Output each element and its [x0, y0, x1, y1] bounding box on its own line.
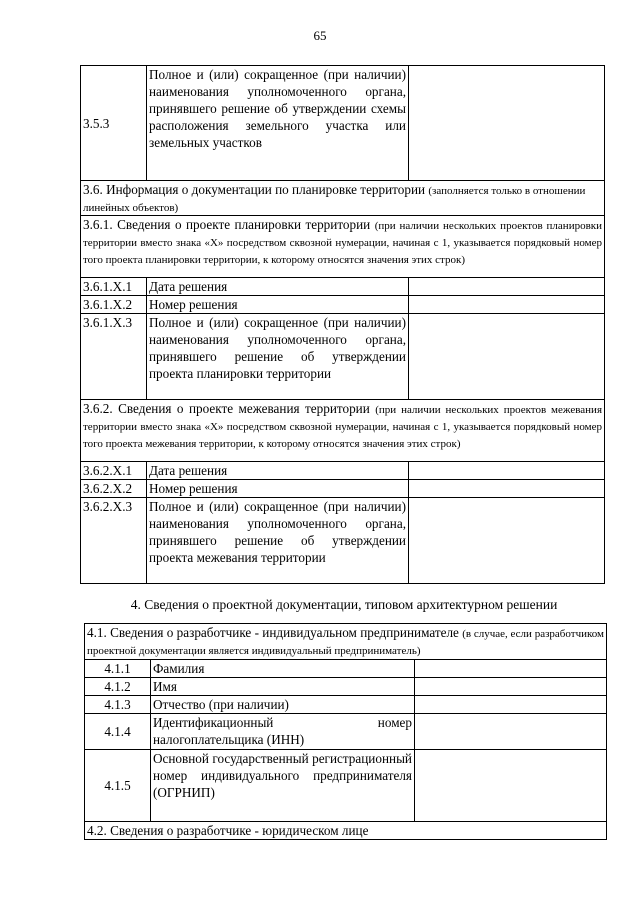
section-header-3-6-1: [81, 216, 605, 278]
value-cell[interactable]: [409, 296, 605, 314]
table-row: [81, 498, 605, 584]
header-main: 3.6. Информация о документации по планировке территории: [83, 182, 426, 197]
value-cell[interactable]: [409, 480, 605, 498]
value-cell[interactable]: [409, 462, 605, 480]
form-table-section-4: [84, 623, 607, 840]
header-note: (заполняется только в отношении линейных объектов): [83, 185, 586, 214]
section-header-row: [85, 624, 607, 660]
table-row: [85, 696, 607, 714]
value-cell[interactable]: [415, 714, 607, 750]
header-note: (в случае, если разработчиком проектной документации является индивидуальный предприниматель): [87, 628, 605, 657]
header-main: 3.6.1. Сведения о проекте планировки территории: [83, 217, 371, 232]
section-header-row: [81, 400, 605, 462]
row-label: Идентификационный номер налогоплательщика (ИНН): [151, 714, 415, 750]
value-cell[interactable]: [415, 750, 607, 822]
row-number: 3.6.2.X.2: [81, 480, 147, 498]
section-header-row: [81, 181, 605, 216]
row-number: 3.5.3: [81, 66, 147, 181]
row-label: Фамилия: [151, 660, 415, 678]
row-label: Полное и (или) сокращенное (при наличии) наименования уполномоченного органа, принявшего решение об утверждении схемы расположения земельного участка или земельных участков: [147, 66, 409, 181]
table-row: [81, 462, 605, 480]
value-cell[interactable]: [409, 498, 605, 584]
row-label: Полное и (или) сокращенное (при наличии) наименования уполномоченного органа, принявшего решение об утверждении проекта планировки территории: [147, 314, 409, 400]
row-number: 4.1.5: [85, 750, 151, 822]
header-main: 4.1. Сведения о разработчике - индивидуальном предпринимателе: [87, 625, 459, 640]
value-cell[interactable]: [415, 660, 607, 678]
section-header-row: [81, 216, 605, 278]
table-row: [85, 678, 607, 696]
row-number: 3.6.1.X.2: [81, 296, 147, 314]
table-row: [81, 480, 605, 498]
section-header-4-1: [85, 624, 607, 660]
table-row: [85, 750, 607, 822]
row-label: Дата решения: [147, 462, 409, 480]
value-cell[interactable]: [415, 678, 607, 696]
section-header-3-6-2: [81, 400, 605, 462]
value-cell[interactable]: [409, 66, 605, 181]
row-number: 3.6.1.X.3: [81, 314, 147, 400]
row-number: 3.6.1.X.1: [81, 278, 147, 296]
value-cell[interactable]: [409, 314, 605, 400]
page-number: 65: [313, 28, 327, 43]
value-cell[interactable]: [415, 696, 607, 714]
row-number: 4.1.3: [85, 696, 151, 714]
section-header-row: [85, 822, 607, 840]
section-header-4-2: 4.2. Сведения о разработчике - юридическом лице: [85, 822, 607, 840]
table-row: [81, 314, 605, 400]
value-cell[interactable]: [409, 278, 605, 296]
row-label: Дата решения: [147, 278, 409, 296]
section-header-3-6: [81, 181, 605, 216]
table-row: [81, 296, 605, 314]
row-number: 4.1.4: [85, 714, 151, 750]
row-label: Номер решения: [147, 296, 409, 314]
section-title-4: 4. Сведения о проектной документации, типовом архитектурном решении: [130, 597, 558, 612]
row-label: Имя: [151, 678, 415, 696]
row-number: 3.6.2.X.3: [81, 498, 147, 584]
header-note: (при наличии нескольких проектов планировки территории вместо знака «X» посредством сквозной нумерации, начиная с 1, указывается порядковый номер того проекта планировки территории, к которому относятся значения этих строк): [83, 220, 603, 266]
header-note: (при наличии нескольких проектов межевания территории вместо знака «X» посредством сквозной нумерации, начиная с 1, указывается порядковый номер того проекта межевания территории, к которому относятся значения этих строк): [83, 404, 602, 450]
row-label: Номер решения: [147, 480, 409, 498]
row-label: Основной государственный регистрационный номер индивидуального предпринимателя (ОГРНИП): [151, 750, 415, 822]
header-main: 3.6.2. Сведения о проекте межевания территории: [83, 401, 370, 416]
table-row: [81, 66, 605, 181]
row-label: Отчество (при наличии): [151, 696, 415, 714]
row-label: Полное и (или) сокращенное (при наличии) наименования уполномоченного органа, принявшего решение об утверждении проекта межевания территории: [147, 498, 409, 584]
row-number: 4.1.1: [85, 660, 151, 678]
form-table-section-3: [80, 65, 605, 584]
table-row: [85, 660, 607, 678]
row-number: 4.1.2: [85, 678, 151, 696]
row-number: 3.6.2.X.1: [81, 462, 147, 480]
table-row: [81, 278, 605, 296]
table-row: [85, 714, 607, 750]
